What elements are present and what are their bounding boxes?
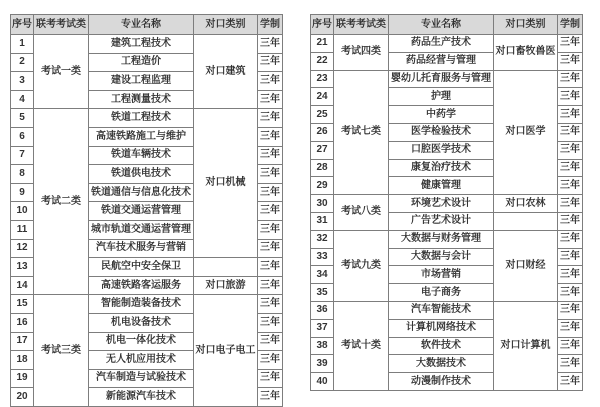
duration-cell: 三年 [258, 165, 283, 184]
major-name-cell: 动漫制作技术 [389, 373, 494, 391]
duration-cell: 三年 [258, 332, 283, 351]
serial-number-cell: 38 [311, 337, 334, 355]
serial-number-cell: 4 [11, 90, 34, 109]
serial-number-cell: 7 [11, 146, 34, 165]
serial-number-cell: 22 [311, 52, 334, 70]
duration-cell: 三年 [258, 90, 283, 109]
counterpart-category-cell: 对口农林 [494, 195, 558, 213]
duration-cell: 三年 [258, 109, 283, 128]
duration-cell: 三年 [258, 220, 283, 239]
serial-number-cell: 36 [311, 301, 334, 319]
serial-number-cell: 29 [311, 177, 334, 195]
major-name-cell: 大数据与会计 [389, 248, 494, 266]
major-name-cell: 广告艺术设计 [389, 212, 494, 230]
major-name-cell: 汽车制造与试验技术 [89, 369, 194, 388]
duration-cell: 三年 [558, 284, 583, 302]
duration-cell: 三年 [258, 146, 283, 165]
duration-cell: 三年 [558, 266, 583, 284]
duration-cell: 三年 [558, 212, 583, 230]
header-row [11, 15, 283, 35]
major-name-cell: 铁道工程技术 [89, 109, 194, 128]
serial-number-cell: 10 [11, 202, 34, 221]
serial-number-cell: 34 [311, 266, 334, 284]
duration-cell: 三年 [258, 313, 283, 332]
serial-number-cell: 30 [311, 195, 334, 213]
major-name-cell: 铁道车辆技术 [89, 146, 194, 165]
duration-cell: 三年 [558, 337, 583, 355]
column-header-exam-class: 联考考试类 [334, 15, 389, 35]
serial-number-cell: 28 [311, 159, 334, 177]
serial-number-cell: 6 [11, 127, 34, 146]
serial-number-cell: 20 [11, 388, 34, 407]
duration-cell: 三年 [558, 373, 583, 391]
serial-number-cell: 19 [11, 369, 34, 388]
duration-cell: 三年 [258, 295, 283, 314]
serial-number-cell: 35 [311, 284, 334, 302]
exam-class-cell: 考试四类 [334, 35, 389, 71]
serial-number-cell: 25 [311, 106, 334, 124]
duration-cell: 三年 [558, 52, 583, 70]
table-body-left [11, 35, 283, 407]
exam-class-cell: 考试九类 [334, 230, 389, 301]
duration-cell: 三年 [558, 301, 583, 319]
counterpart-category-cell: 对口旅游 [194, 276, 258, 295]
major-name-cell: 汽车技术服务与营销 [89, 239, 194, 258]
major-name-cell: 婴幼儿托育服务与管理 [389, 70, 494, 88]
duration-cell: 三年 [258, 183, 283, 202]
major-name-cell: 建设工程监理 [89, 72, 194, 91]
majors-table-left [10, 14, 283, 407]
major-name-cell: 药品经营与管理 [389, 52, 494, 70]
major-name-cell: 智能制造装备技术 [89, 295, 194, 314]
major-name-cell: 铁道交通运营管理 [89, 202, 194, 221]
counterpart-category-cell: 对口计算机 [494, 301, 558, 390]
major-name-cell: 医学检验技术 [389, 123, 494, 141]
majors-table-right [310, 14, 583, 391]
serial-number-cell: 18 [11, 351, 34, 370]
serial-number-cell: 31 [311, 212, 334, 230]
counterpart-category-cell: 对口电子电工 [194, 295, 258, 407]
column-header-counterpart: 对口类别 [494, 15, 558, 35]
major-name-cell: 大数据与财务管理 [389, 230, 494, 248]
duration-cell: 三年 [558, 159, 583, 177]
exam-class-cell: 考试七类 [334, 70, 389, 195]
duration-cell: 三年 [558, 70, 583, 88]
duration-cell: 三年 [558, 230, 583, 248]
serial-number-cell: 15 [11, 295, 34, 314]
column-header-major-name: 专业名称 [89, 15, 194, 35]
duration-cell: 三年 [258, 72, 283, 91]
table-row [311, 35, 583, 53]
major-name-cell: 铁道通信与信息化技术 [89, 183, 194, 202]
serial-number-cell: 16 [11, 313, 34, 332]
major-name-cell: 口腔医学技术 [389, 141, 494, 159]
duration-cell: 三年 [258, 388, 283, 407]
counterpart-category-cell [194, 258, 258, 277]
duration-cell: 三年 [558, 355, 583, 373]
duration-cell: 三年 [558, 88, 583, 106]
serial-number-cell: 26 [311, 123, 334, 141]
duration-cell: 三年 [258, 239, 283, 258]
major-name-cell: 市场营销 [389, 266, 494, 284]
serial-number-cell: 12 [11, 239, 34, 258]
duration-cell: 三年 [558, 141, 583, 159]
major-name-cell: 新能源汽车技术 [89, 388, 194, 407]
major-name-cell: 高速铁路施工与维护 [89, 127, 194, 146]
major-name-cell: 健康管理 [389, 177, 494, 195]
major-name-cell: 汽车智能技术 [389, 301, 494, 319]
counterpart-category-cell: 对口财经 [494, 230, 558, 301]
major-name-cell: 机电一体化技术 [89, 332, 194, 351]
duration-cell: 三年 [558, 123, 583, 141]
serial-number-cell: 33 [311, 248, 334, 266]
duration-cell: 三年 [258, 53, 283, 72]
duration-cell: 三年 [558, 35, 583, 53]
exam-class-cell: 考试十类 [334, 301, 389, 390]
exam-class-cell: 考试一类 [34, 35, 89, 109]
counterpart-category-cell: 对口建筑 [194, 35, 258, 109]
major-name-cell: 城市轨道交通运营管理 [89, 220, 194, 239]
duration-cell: 三年 [258, 35, 283, 54]
serial-number-cell: 2 [11, 53, 34, 72]
serial-number-cell: 23 [311, 70, 334, 88]
major-name-cell: 工程测量技术 [89, 90, 194, 109]
table-row [311, 70, 583, 88]
duration-cell: 三年 [258, 127, 283, 146]
column-header-duration: 学制 [258, 15, 283, 35]
serial-number-cell: 11 [11, 220, 34, 239]
major-name-cell: 建筑工程技术 [89, 35, 194, 54]
counterpart-category-cell: 对口畜牧兽医 [494, 35, 558, 71]
serial-number-cell: 5 [11, 109, 34, 128]
major-name-cell: 计算机网络技术 [389, 319, 494, 337]
table-row [311, 195, 583, 213]
table-row [311, 230, 583, 248]
serial-number-cell: 17 [11, 332, 34, 351]
table-row [11, 35, 283, 54]
exam-class-cell: 考试二类 [34, 109, 89, 295]
major-name-cell: 工程造价 [89, 53, 194, 72]
serial-number-cell: 32 [311, 230, 334, 248]
serial-number-cell: 14 [11, 276, 34, 295]
major-name-cell: 电子商务 [389, 284, 494, 302]
column-header-duration: 学制 [558, 15, 583, 35]
column-header-exam-class: 联考考试类 [34, 15, 89, 35]
duration-cell: 三年 [558, 195, 583, 213]
duration-cell: 三年 [258, 202, 283, 221]
major-name-cell: 中药学 [389, 106, 494, 124]
counterpart-category-cell [494, 212, 558, 230]
major-name-cell: 大数据技术 [389, 355, 494, 373]
major-name-cell: 铁道供电技术 [89, 165, 194, 184]
major-name-cell: 护理 [389, 88, 494, 106]
duration-cell: 三年 [258, 258, 283, 277]
major-name-cell: 环境艺术设计 [389, 195, 494, 213]
duration-cell: 三年 [558, 319, 583, 337]
serial-number-cell: 39 [311, 355, 334, 373]
serial-number-cell: 1 [11, 35, 34, 54]
serial-number-cell: 40 [311, 373, 334, 391]
counterpart-category-cell: 对口医学 [494, 70, 558, 195]
exam-class-cell: 考试八类 [334, 195, 389, 231]
column-header-counterpart: 对口类别 [194, 15, 258, 35]
serial-number-cell: 8 [11, 165, 34, 184]
duration-cell: 三年 [558, 248, 583, 266]
major-name-cell: 无人机应用技术 [89, 351, 194, 370]
serial-number-cell: 37 [311, 319, 334, 337]
major-name-cell: 康复治疗技术 [389, 159, 494, 177]
serial-number-cell: 21 [311, 35, 334, 53]
serial-number-cell: 24 [311, 88, 334, 106]
counterpart-category-cell: 对口机械 [194, 109, 258, 258]
serial-number-cell: 27 [311, 141, 334, 159]
major-name-cell: 高速铁路客运服务 [89, 276, 194, 295]
table-row [11, 295, 283, 314]
duration-cell: 三年 [258, 369, 283, 388]
serial-number-cell: 9 [11, 183, 34, 202]
major-name-cell: 药品生产技术 [389, 35, 494, 53]
table-row [11, 109, 283, 128]
major-name-cell: 机电设备技术 [89, 313, 194, 332]
table-body-right [311, 35, 583, 391]
table-row [311, 301, 583, 319]
header-row [311, 15, 583, 35]
duration-cell: 三年 [258, 351, 283, 370]
serial-number-cell: 13 [11, 258, 34, 277]
major-name-cell: 民航空中安全保卫 [89, 258, 194, 277]
duration-cell: 三年 [558, 177, 583, 195]
column-header-major-name: 专业名称 [389, 15, 494, 35]
duration-cell: 三年 [258, 276, 283, 295]
column-header-serial: 序号 [311, 15, 334, 35]
duration-cell: 三年 [558, 106, 583, 124]
major-name-cell: 软件技术 [389, 337, 494, 355]
column-header-serial: 序号 [11, 15, 34, 35]
exam-class-cell: 考试三类 [34, 295, 89, 407]
serial-number-cell: 3 [11, 72, 34, 91]
